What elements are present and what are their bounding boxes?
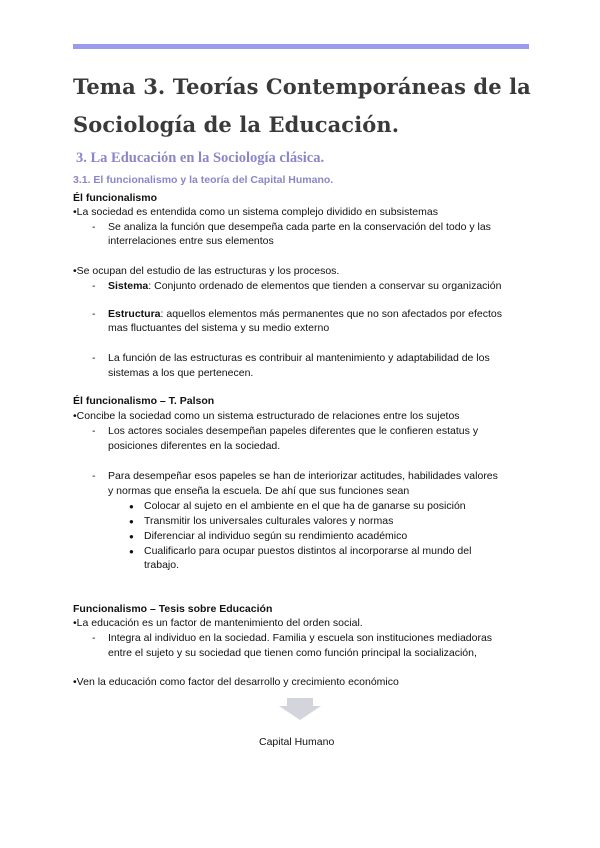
bullet-marker: ● — [129, 532, 134, 541]
section-heading: 3. La Educación en la Sociología clásica. — [76, 150, 325, 166]
actores-line-2: posiciones diferentes en la sociedad. — [108, 440, 281, 452]
dash-marker: - — [92, 632, 96, 644]
dash-marker: - — [92, 280, 96, 292]
block2-paragraph-1: •Concibe la sociedad como un sistema estructurado de relaciones entre los sujetos — [73, 410, 460, 422]
block2-heading: Él funcionalismo – T. Palson — [73, 395, 215, 407]
papeles-line-2: y normas que enseña la escuela. De ahí que sus funciones sean — [108, 485, 410, 497]
estructura-line-2: mas fluctuantes del sistema y su medio externo — [108, 322, 330, 334]
function-bullet-3: Diferenciar al individuo según su rendimiento académico — [144, 530, 408, 542]
block1-paragraph-1: •La sociedad es entendida como un sistema complejo dividido en subsistemas — [73, 206, 438, 218]
dash-marker: - — [92, 352, 96, 364]
function-bullet-4-line-2: trabajo. — [144, 559, 180, 571]
dash-marker: - — [92, 470, 96, 482]
integra-line-1: Integra al individuo en la sociedad. Familia y escuela son instituciones mediadoras — [108, 632, 493, 644]
bullet-marker: ● — [129, 547, 134, 556]
dash-marker: - — [92, 221, 96, 233]
down-arrow-icon — [277, 698, 323, 720]
sistema-term: Sistema — [108, 280, 149, 292]
block1-sub-1-line-1: Se analiza la función que desempeña cada parte en la conservación del todo y las — [108, 221, 491, 233]
capital-humano-label: Capital Humano — [259, 736, 335, 748]
funcion-line-1: La función de las estructuras es contribuir al mantenimiento y adaptabilidad de los — [108, 352, 490, 364]
bullet-marker: ● — [129, 502, 134, 511]
subsection-heading: 3.1. El funcionalismo y la teoría del Capital Humano. — [73, 174, 334, 186]
sistema-definition — [108, 279, 501, 294]
page-title-line-2: Sociología de la Educación. — [73, 112, 400, 137]
estructura-definition — [108, 307, 502, 322]
block3-paragraph-1: •La educación es un factor de mantenimiento del orden social. — [73, 617, 363, 629]
function-bullet-4: Cualificarlo para ocupar puestos distintos al incorporarse al mundo del — [144, 545, 472, 557]
function-bullet-2: Transmitir los universales culturales valores y normas — [144, 515, 394, 527]
bullet-marker: ● — [129, 517, 134, 526]
actores-line-1: Los actores sociales desempeñan papeles diferentes que le confieren estatus y — [108, 425, 479, 437]
estructura-text: : aquellos elementos más permanentes que no son afectados por efectos — [160, 308, 502, 320]
sistema-text: : Conjunto ordenado de elementos que tienden a conservar su organización — [148, 280, 502, 292]
dash-marker: - — [92, 425, 96, 437]
papeles-line-1: Para desempeñar esos papeles se han de interiorizar actitudes, habilidades valores — [108, 470, 498, 482]
block3-heading: Funcionalismo – Tesis sobre Educación — [73, 603, 273, 615]
estructura-term: Estructura — [108, 308, 161, 320]
dash-marker: - — [92, 308, 96, 320]
top-accent-bar — [73, 44, 529, 49]
block1-sub-1-line-2: interrelaciones entre sus elementos — [108, 235, 274, 247]
block1-heading: Él funcionalismo — [73, 192, 158, 204]
block1-paragraph-2: •Se ocupan del estudio de las estructuras y los procesos. — [73, 265, 340, 277]
funcion-line-2: sistemas a los que pertenecen. — [108, 367, 254, 379]
integra-line-2: entre el sujeto y su sociedad que tienen como función principal la socialización, — [108, 647, 477, 659]
block3-paragraph-2: •Ven la educación como factor del desarrollo y crecimiento económico — [73, 676, 399, 688]
function-bullet-1: Colocar al sujeto en el ambiente en el que ha de ganarse su posición — [144, 500, 466, 512]
page-title-line-1: Tema 3. Teorías Contemporáneas de la — [73, 74, 531, 99]
